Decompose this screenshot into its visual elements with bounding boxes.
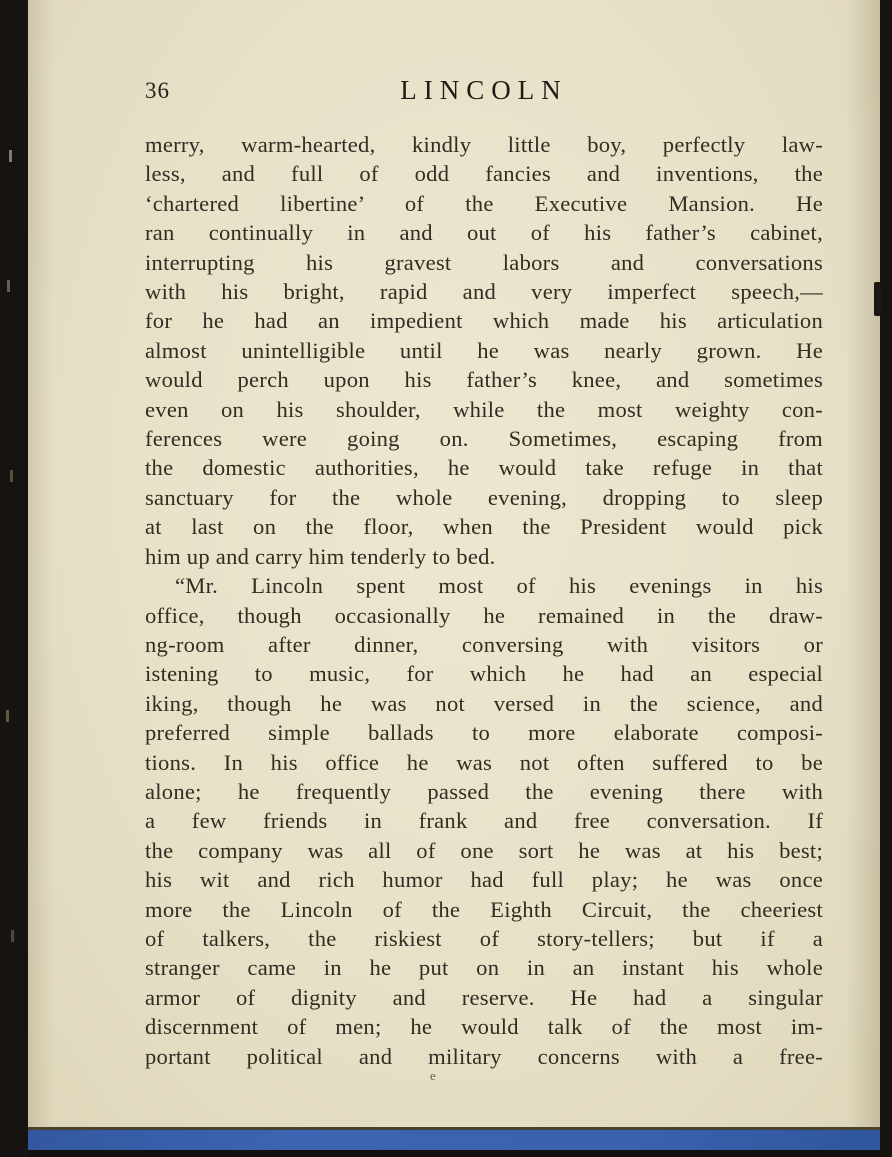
text-line: istening to music, for which he had an especial — [145, 661, 823, 687]
text-line: him up and carry him tenderly to bed. — [145, 543, 496, 569]
text-line: iking, though he was not versed in the science, and — [145, 690, 823, 716]
text-line: merry, warm-hearted, kindly little boy, perfectly law- — [145, 132, 823, 157]
text-line: tions. In his office he was not often suffered to be — [145, 749, 823, 775]
text-line: ng-room after dinner, conversing with visitors or — [145, 631, 823, 657]
page-paper — [28, 0, 880, 1127]
text-line: ferences were going on. Sometimes, escaping from — [145, 426, 823, 452]
text-block — [145, 130, 823, 1071]
text-line: a few friends in frank and free conversation. If — [145, 808, 823, 834]
page-number: 36 — [145, 78, 170, 103]
printers-mark: e — [430, 1068, 436, 1083]
text-line: less, and full of odd fancies and inventions, the — [145, 161, 823, 187]
scan-edge-bottom — [0, 1150, 892, 1157]
text-line: ‘chartered libertine’ of the Executive Mansion. He — [145, 190, 823, 216]
text-line: the company was all of one sort he was at his best; — [145, 837, 823, 863]
text-line: alone; he frequently passed the evening there with — [145, 778, 823, 804]
bottom-blue-band — [28, 1130, 888, 1150]
text-line: of talkers, the riskiest of story-tellers; but if a — [145, 925, 823, 951]
text-line: his wit and rich humor had full play; he was once — [145, 867, 823, 893]
page-title: LINCOLN — [400, 75, 568, 105]
text-line: at last on the floor, when the President would pick — [145, 514, 823, 540]
text-line: “Mr. Lincoln spent most of his evenings in his — [175, 573, 823, 599]
text-line: portant political and military concerns with a free- — [145, 1043, 823, 1069]
text-line: almost unintelligible until he was nearly grown. He — [145, 337, 823, 363]
text-line: preferred simple ballads to more elaborate composi- — [145, 720, 823, 746]
text-line: would perch upon his father’s knee, and sometimes — [145, 367, 823, 393]
text-line: discernment of men; he would talk of the most im- — [145, 1014, 823, 1040]
page-content — [145, 72, 823, 1071]
text-line: the domestic authorities, he would take refuge in that — [145, 455, 823, 481]
text-line: interrupting his gravest labors and conversations — [145, 249, 823, 275]
text-line: for he had an impedient which made his articulation — [145, 308, 823, 334]
text-line: with his bright, rapid and very imperfect speech,— — [145, 279, 823, 305]
text-line: sanctuary for the whole evening, dropping to sleep — [145, 484, 823, 510]
text-line: armor of dignity and reserve. He had a singular — [145, 984, 823, 1010]
text-line: ran continually in and out of his father’s cabinet, — [145, 220, 823, 246]
scan-edge-left — [0, 0, 28, 1157]
page-header — [145, 72, 823, 130]
text-line: more the Lincoln of the Eighth Circuit, the cheeriest — [145, 896, 823, 922]
text-line: stranger came in he put on in an instant his whole — [145, 955, 823, 981]
text-line: even on his shoulder, while the most weighty con- — [145, 396, 823, 422]
scan-edge-right — [880, 0, 892, 1157]
text-line: office, though occasionally he remained in the draw- — [145, 602, 823, 628]
